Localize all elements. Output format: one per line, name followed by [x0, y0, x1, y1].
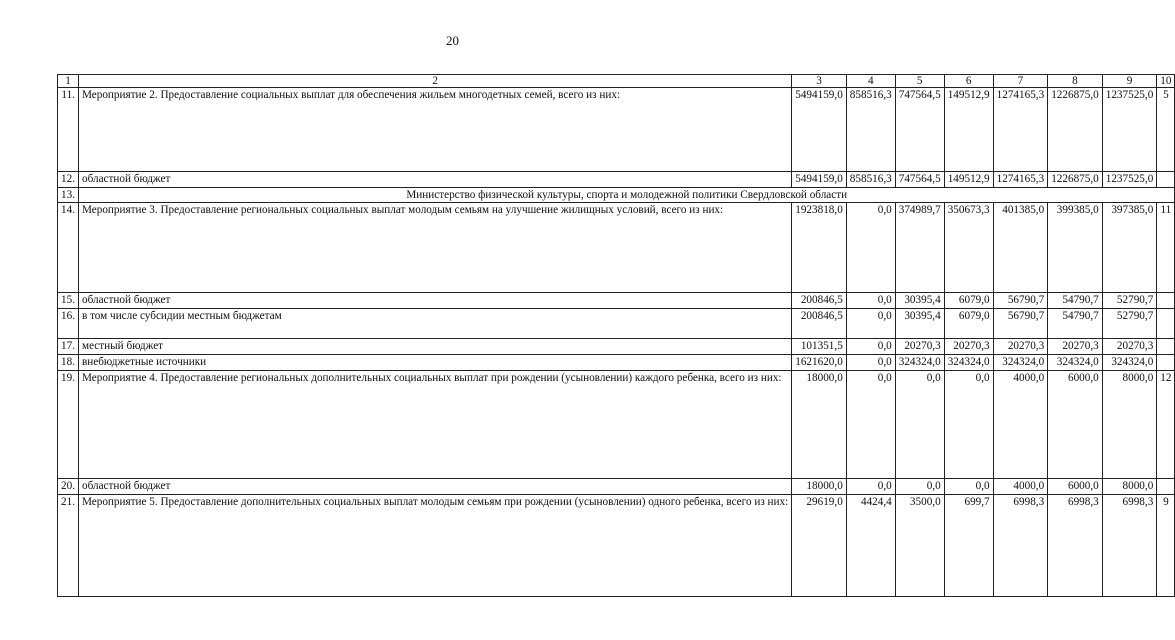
value-cell: 6998,3 — [1048, 495, 1103, 597]
value-cell: 52790,7 — [1102, 293, 1157, 309]
row-description: областной бюджет — [78, 172, 791, 188]
value-cell: 56790,7 — [993, 293, 1048, 309]
table-row — [58, 479, 1175, 495]
value-cell: 324324,0 — [944, 355, 993, 371]
value-cell: 20270,3 — [993, 339, 1048, 355]
value-cell: 4000,0 — [993, 479, 1048, 495]
value-cell: 0,0 — [944, 371, 993, 479]
value-cell: 397385,0 — [1102, 203, 1157, 293]
value-cell: 200846,5 — [792, 293, 847, 309]
value-cell: 1621620,0 — [792, 355, 847, 371]
value-cell: 1274165,3 — [993, 172, 1048, 188]
column-header-8: 8 — [1048, 75, 1103, 88]
section-heading: Министерство физической культуры, спорта и молодежной политики Свердловской области — [78, 188, 1174, 203]
table-row — [58, 293, 1175, 309]
value-cell: 0,0 — [895, 479, 944, 495]
row-description: Мероприятие 4. Предоставление региональных дополнительных социальных выплат при рождении (усыновлении) каждого ребенка, всего из них: — [78, 371, 791, 479]
value-cell: 5494159,0 — [792, 172, 847, 188]
row-number: 12. — [58, 172, 79, 188]
column-header-3: 3 — [792, 75, 847, 88]
value-cell: 18000,0 — [792, 371, 847, 479]
value-cell: 399385,0 — [1048, 203, 1103, 293]
value-cell: 350673,3 — [944, 203, 993, 293]
row-description: Мероприятие 2. Предоставление социальных выплат для обеспечения жильем многодетных семей, всего из них: — [78, 88, 791, 172]
value-cell: 1226875,0 — [1048, 172, 1103, 188]
row-number: 14. — [58, 203, 79, 293]
target-number: 12 — [1157, 371, 1175, 479]
row-number: 21. — [58, 495, 79, 597]
page-number: 20 — [446, 33, 459, 48]
value-cell: 20270,3 — [1048, 339, 1103, 355]
value-cell: 747564,5 — [895, 172, 944, 188]
table-row — [58, 355, 1175, 371]
value-cell: 30395,4 — [895, 309, 944, 339]
target-number — [1157, 309, 1175, 339]
value-cell: 858516,3 — [846, 88, 895, 172]
value-cell: 324324,0 — [1102, 355, 1157, 371]
budget-table — [57, 74, 1175, 597]
value-cell: 29619,0 — [792, 495, 847, 597]
value-cell: 6998,3 — [993, 495, 1048, 597]
row-number: 17. — [58, 339, 79, 355]
value-cell: 54790,7 — [1048, 293, 1103, 309]
value-cell: 324324,0 — [1048, 355, 1103, 371]
row-description: областной бюджет — [78, 293, 791, 309]
value-cell: 6000,0 — [1048, 371, 1103, 479]
target-number — [1157, 479, 1175, 495]
value-cell: 401385,0 — [993, 203, 1048, 293]
value-cell: 0,0 — [846, 309, 895, 339]
row-number: 15. — [58, 293, 79, 309]
value-cell: 4424,4 — [846, 495, 895, 597]
value-cell: 1237525,0 — [1102, 88, 1157, 172]
row-number: 20. — [58, 479, 79, 495]
value-cell: 20270,3 — [944, 339, 993, 355]
value-cell: 0,0 — [944, 479, 993, 495]
table-row — [58, 309, 1175, 339]
value-cell: 1237525,0 — [1102, 172, 1157, 188]
table-row — [58, 339, 1175, 355]
value-cell: 0,0 — [846, 203, 895, 293]
value-cell: 54790,7 — [1048, 309, 1103, 339]
table-row — [58, 495, 1175, 597]
column-header-6: 6 — [944, 75, 993, 88]
value-cell: 5494159,0 — [792, 88, 847, 172]
table-row — [58, 188, 1175, 203]
target-number — [1157, 355, 1175, 371]
value-cell: 1274165,3 — [993, 88, 1048, 172]
value-cell: 200846,5 — [792, 309, 847, 339]
value-cell: 0,0 — [846, 355, 895, 371]
value-cell: 747564,5 — [895, 88, 944, 172]
value-cell: 6079,0 — [944, 293, 993, 309]
row-description: Мероприятие 3. Предоставление региональных социальных выплат молодым семьям на улучшение жилищных условий, всего из них: — [78, 203, 791, 293]
table-row — [58, 203, 1175, 293]
row-description: внебюджетные источники — [78, 355, 791, 371]
column-header-1: 1 — [58, 75, 79, 88]
row-number: 18. — [58, 355, 79, 371]
value-cell: 374989,7 — [895, 203, 944, 293]
value-cell: 324324,0 — [895, 355, 944, 371]
target-number — [1157, 172, 1175, 188]
value-cell: 0,0 — [846, 293, 895, 309]
value-cell: 0,0 — [846, 371, 895, 479]
column-header-2: 2 — [78, 75, 791, 88]
value-cell: 8000,0 — [1102, 371, 1157, 479]
value-cell: 6079,0 — [944, 309, 993, 339]
value-cell: 149512,9 — [944, 172, 993, 188]
value-cell: 699,7 — [944, 495, 993, 597]
table-body — [58, 75, 1175, 597]
value-cell: 30395,4 — [895, 293, 944, 309]
target-number: 11 — [1157, 203, 1175, 293]
value-cell: 6998,3 — [1102, 495, 1157, 597]
row-number: 16. — [58, 309, 79, 339]
row-description: в том числе субсидии местным бюджетам — [78, 309, 791, 339]
value-cell: 0,0 — [846, 479, 895, 495]
value-cell: 52790,7 — [1102, 309, 1157, 339]
target-number: 5 — [1157, 88, 1175, 172]
row-number: 13. — [58, 188, 79, 203]
target-number — [1157, 339, 1175, 355]
table-row — [58, 371, 1175, 479]
value-cell: 6000,0 — [1048, 479, 1103, 495]
row-number: 11. — [58, 88, 79, 172]
row-number: 19. — [58, 371, 79, 479]
row-description: областной бюджет — [78, 479, 791, 495]
value-cell: 1226875,0 — [1048, 88, 1103, 172]
value-cell: 0,0 — [846, 339, 895, 355]
table-row — [58, 88, 1175, 172]
table-row — [58, 172, 1175, 188]
value-cell: 101351,5 — [792, 339, 847, 355]
header-row — [58, 75, 1175, 88]
value-cell: 56790,7 — [993, 309, 1048, 339]
column-header-9: 9 — [1102, 75, 1157, 88]
value-cell: 1923818,0 — [792, 203, 847, 293]
value-cell: 18000,0 — [792, 479, 847, 495]
value-cell: 149512,9 — [944, 88, 993, 172]
row-description: местный бюджет — [78, 339, 791, 355]
target-number — [1157, 293, 1175, 309]
column-header-10: 10 — [1157, 75, 1175, 88]
column-header-5: 5 — [895, 75, 944, 88]
value-cell: 324324,0 — [993, 355, 1048, 371]
column-header-7: 7 — [993, 75, 1048, 88]
row-description: Мероприятие 5. Предоставление дополнительных социальных выплат молодым семьям при рождении (усыновлении) одного ребенка, всего из них: — [78, 495, 791, 597]
value-cell: 20270,3 — [1102, 339, 1157, 355]
value-cell: 3500,0 — [895, 495, 944, 597]
value-cell: 0,0 — [895, 371, 944, 479]
value-cell: 858516,3 — [846, 172, 895, 188]
value-cell: 20270,3 — [895, 339, 944, 355]
column-header-4: 4 — [846, 75, 895, 88]
value-cell: 4000,0 — [993, 371, 1048, 479]
target-number: 9 — [1157, 495, 1175, 597]
value-cell: 8000,0 — [1102, 479, 1157, 495]
